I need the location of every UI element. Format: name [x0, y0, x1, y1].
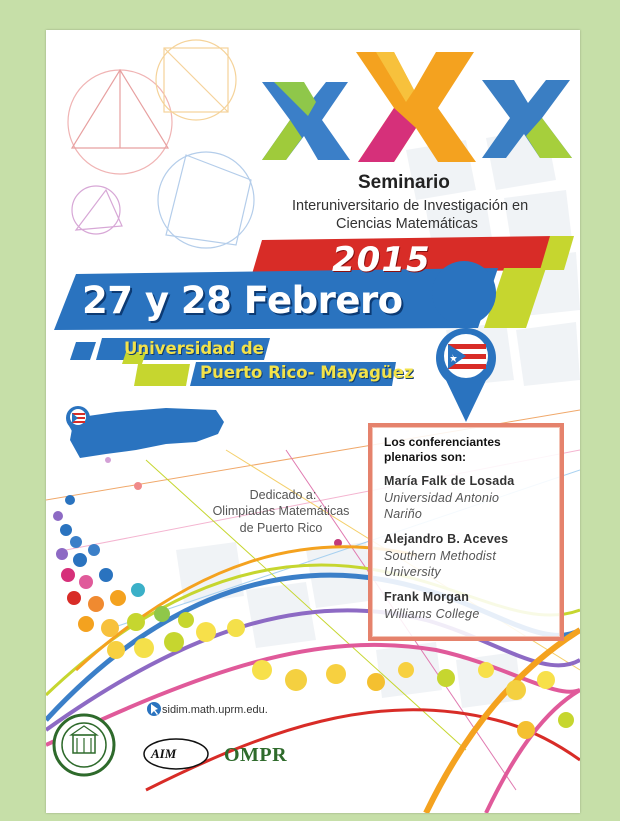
ompr-logo: OMPR [224, 744, 288, 766]
speaker-name: Frank Morgan [384, 590, 470, 604]
speaker-affiliation: University [384, 565, 441, 579]
event-dates: 27 y 28 Febrero [82, 279, 403, 322]
dedicated-label: Dedicado a: [249, 488, 317, 502]
speakers-heading-line-2: plenarios son: [384, 450, 467, 464]
speakers-heading-line-1: Los conferenciantes [384, 435, 501, 449]
aim-logo: AIM [151, 746, 177, 761]
dedicated-line-1: Olimpiadas Matemáticas [212, 504, 350, 518]
speaker-name: Alejandro B. Aceves [384, 532, 509, 546]
cursor-icon [147, 702, 161, 716]
speakers-box [368, 423, 564, 641]
puerto-rico-island [70, 408, 224, 458]
speaker-name: María Falk de Losada [384, 474, 515, 488]
university-line-2: Puerto Rico- Mayagüez [200, 363, 414, 382]
website-link[interactable]: sidim.math.uprm.edu. [162, 704, 268, 716]
university-line-1: Universidad de [124, 339, 264, 358]
speaker-affiliation: Universidad Antonio [384, 491, 500, 505]
university-seal-icon [54, 715, 114, 775]
event-subtitle-line-1: Interuniversitario de Investigación en [292, 198, 529, 214]
dedicated-line-2: de Puerto Rico [239, 521, 323, 535]
poster-graphics [46, 30, 580, 813]
event-year: 2015 [332, 240, 431, 280]
speaker-affiliation: Nariño [384, 507, 423, 521]
map-pin-icon [432, 261, 496, 422]
puerto-rico-flag-icon [448, 344, 486, 369]
speaker-affiliation: Southern Methodist [384, 549, 496, 563]
geometry-drawings [68, 40, 254, 248]
poster [46, 30, 580, 813]
event-subtitle-line-2: Ciencias Matemáticas [336, 216, 478, 232]
speaker-affiliation: Williams College [384, 607, 480, 621]
event-title: Seminario [358, 172, 450, 193]
